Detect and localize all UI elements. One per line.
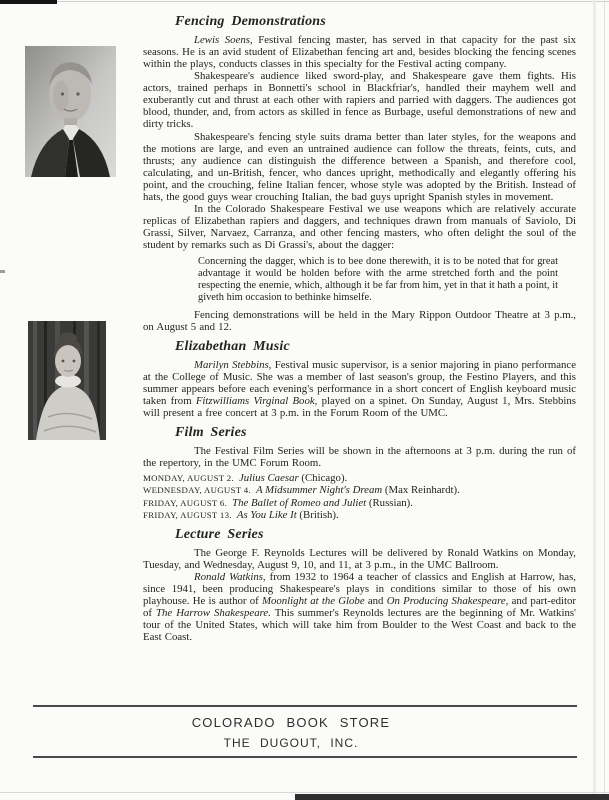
film-4-date: FRIDAY, AUGUST 13. xyxy=(143,509,232,520)
fencing-paragraph-3: Shakespeare's fencing style suits drama better than later styles, for the weapons and the motions are large, and even an untrained audience can follow the threats, feints, cuts, and thrusts; any audience can distinguish the difference between a Spanish, and therefore cool, calculating, and un-British, fencer, who dances upright, methodically and elegantly offering his point, and the crouching, feline Italian fencer, whose style was adopted by the British. Instead of hats, the good guys wear crouching Italian, the bad guys upright Spanish styles in movement. xyxy=(143,130,576,204)
portrait-woman-illustration xyxy=(28,321,106,440)
film-schedule-item-2 xyxy=(143,484,576,496)
scan-artifact-right-band xyxy=(593,0,596,800)
lecture-p2-lead-italic: Ronald Watkins, xyxy=(194,570,266,583)
section-heading-fencing-demonstrations: Fencing Demonstrations xyxy=(175,14,326,29)
music-p1-text-b: played on a spinet. On Sunday, August 1, Mrs. Stebbins will present a free concert at 3 p.m. in the Forum Room of the UMC. xyxy=(143,394,576,420)
music-paragraph-1 xyxy=(143,359,576,419)
film-1-note: (Chicago). xyxy=(298,472,348,485)
sponsor-line-1: COLORADO BOOK STORE xyxy=(191,715,391,730)
film-3-title-italic: The Ballet of Romeo and Juliet xyxy=(232,496,367,509)
scan-artifact-left-dash xyxy=(0,270,5,273)
fencing-paragraph-1 xyxy=(143,34,576,70)
music-p1-text-a: Festival music supervisor, is a senior majoring in piano performance at the College of Music. She was a member of last season's group, the Festino Players, and this summer appears before each evening's performance in a short concert of English keyboard music taken from xyxy=(143,358,576,407)
scan-artifact-top-line xyxy=(0,1,609,2)
scan-artifact-bottom-line xyxy=(0,792,609,793)
film-2-date: WEDNESDAY, AUGUST 4. xyxy=(143,485,251,496)
lecture-p2-text-d: This summer's Reynolds lectures are the beginning of Mr. Watkins' tour of the United States, which will take him from Boulder to the West Coast and back to the East Coast. xyxy=(143,607,576,644)
film-3-date: FRIDAY, AUGUST 6. xyxy=(143,497,228,508)
lecture-p2-title1-italic: Moonlight at the Globe xyxy=(261,595,365,608)
photo-marilyn-stebbins-portrait xyxy=(28,321,106,440)
section-heading-lecture-series: Lecture Series xyxy=(175,526,264,542)
lecture-paragraph-1: The George F. Reynolds Lectures will be delivered by Ronald Watkins on Monday, Tuesday, and Wednesday, August 9, 10, and 11, at 3 p.m., in the UMC Ballroom. xyxy=(143,546,576,571)
film-3-note: (Russian). xyxy=(366,496,413,509)
sponsor-footer xyxy=(33,715,577,750)
lecture-p2-title3-italic: The Harrow Shakespeare. xyxy=(156,607,271,620)
section-heading-film-series: Film Series xyxy=(175,425,247,441)
film-4-title-italic: As You Like It xyxy=(236,508,297,521)
section-heading-elizabethan-music: Elizabethan Music xyxy=(175,338,290,354)
music-p1-book-title-italic: Fitzwilliams Virginal Book, xyxy=(195,394,318,407)
scan-artifact-right-line xyxy=(604,0,605,800)
portrait-man-illustration xyxy=(25,46,116,177)
fencing-p1-text: Festival fencing master, has served in that capacity for the past six seasons. He is an avid student of Elizabethan fencing art and, besides blocking the fencing scenes within the plays, conducts classes in this specialty for the Festival acting company. xyxy=(143,33,576,70)
film-schedule-list xyxy=(143,472,576,521)
fencing-paragraph-2: Shakespeare's audience liked sword-play, and Shakespeare gave them fights. His actors, trained perhaps in Bonnetti's school in Blackfriar's, handled their mayhem well and exuberantly cut and thrust at each other with rapiers and parried with daggers. The audiences got blood, thunder, and, from actors as skilled in fence as Burbage, useful demonstrations of new and dirty tricks. xyxy=(143,70,576,131)
lecture-p2-text-b: and xyxy=(364,595,387,608)
lecture-paragraph-2 xyxy=(143,571,576,644)
footer-rule-top xyxy=(33,705,577,707)
film-paragraph-1: The Festival Film Series will be shown in the afternoons at 3 p.m. during the run of the repertory, in the UMC Forum Room. xyxy=(143,444,576,470)
film-schedule-item-3 xyxy=(143,497,576,509)
scan-artifact-bottom-bar xyxy=(295,794,609,800)
fencing-paragraph-5: Fencing demonstrations will be held in the Mary Rippon Outdoor Theatre at 3 p.m., on August 5 and 12. xyxy=(143,308,576,333)
di-grassi-quote: Concerning the dagger, which is to bee done therewith, it is to be noted that for great advantage it would be holden before with the arme stretched forth and the point respecting the enemie, which, although it be far from him, yet in that it hath a point, it giveth him occasion to bethinke himselfe. xyxy=(198,256,558,303)
footer-rule-bottom xyxy=(33,756,577,758)
photo-lewis-soens-portrait xyxy=(25,46,116,177)
film-4-note: (British). xyxy=(296,508,339,521)
lecture-p2-text-c: and part-editor of xyxy=(143,595,576,620)
fencing-p1-lead-italic: Lewis Soens, xyxy=(194,33,253,46)
scan-artifact-top-left-mark xyxy=(0,0,57,4)
film-2-note: (Max Reinhardt). xyxy=(382,484,460,497)
sponsor-line-2: THE DUGOUT, INC. xyxy=(223,736,359,750)
film-1-title-italic: Julius Caesar xyxy=(238,472,299,485)
film-1-date: MONDAY, AUGUST 2. xyxy=(143,473,234,484)
film-2-title-italic: A Midsummer Night's Dream xyxy=(256,484,383,497)
fencing-paragraph-4: In the Colorado Shakespeare Festival we use weapons which are relatively accurate replicas of Elizabethan rapiers and daggers, and techniques drawn from manuals of Saviolo, Di Grassi, Silver, Narvaez, Carranza, and other fencing masters, who often delight the soul of the student by remarks such as Di Grassi's, about the dagger: xyxy=(143,203,576,252)
lecture-p2-text-a: from 1932 to 1964 a teacher of classics and English at Harrow, has, since 1941, been producing Shakespeare's plays in conditions similar to those of his own playhouse. He is author of xyxy=(143,570,576,608)
music-p1-lead-italic: Marilyn Stebbins, xyxy=(194,358,272,371)
lecture-p2-title2-italic: On Producing Shakespeare, xyxy=(386,595,509,608)
text-column xyxy=(143,14,576,643)
film-schedule-item-4 xyxy=(143,509,576,521)
film-schedule-item-1 xyxy=(143,472,576,484)
